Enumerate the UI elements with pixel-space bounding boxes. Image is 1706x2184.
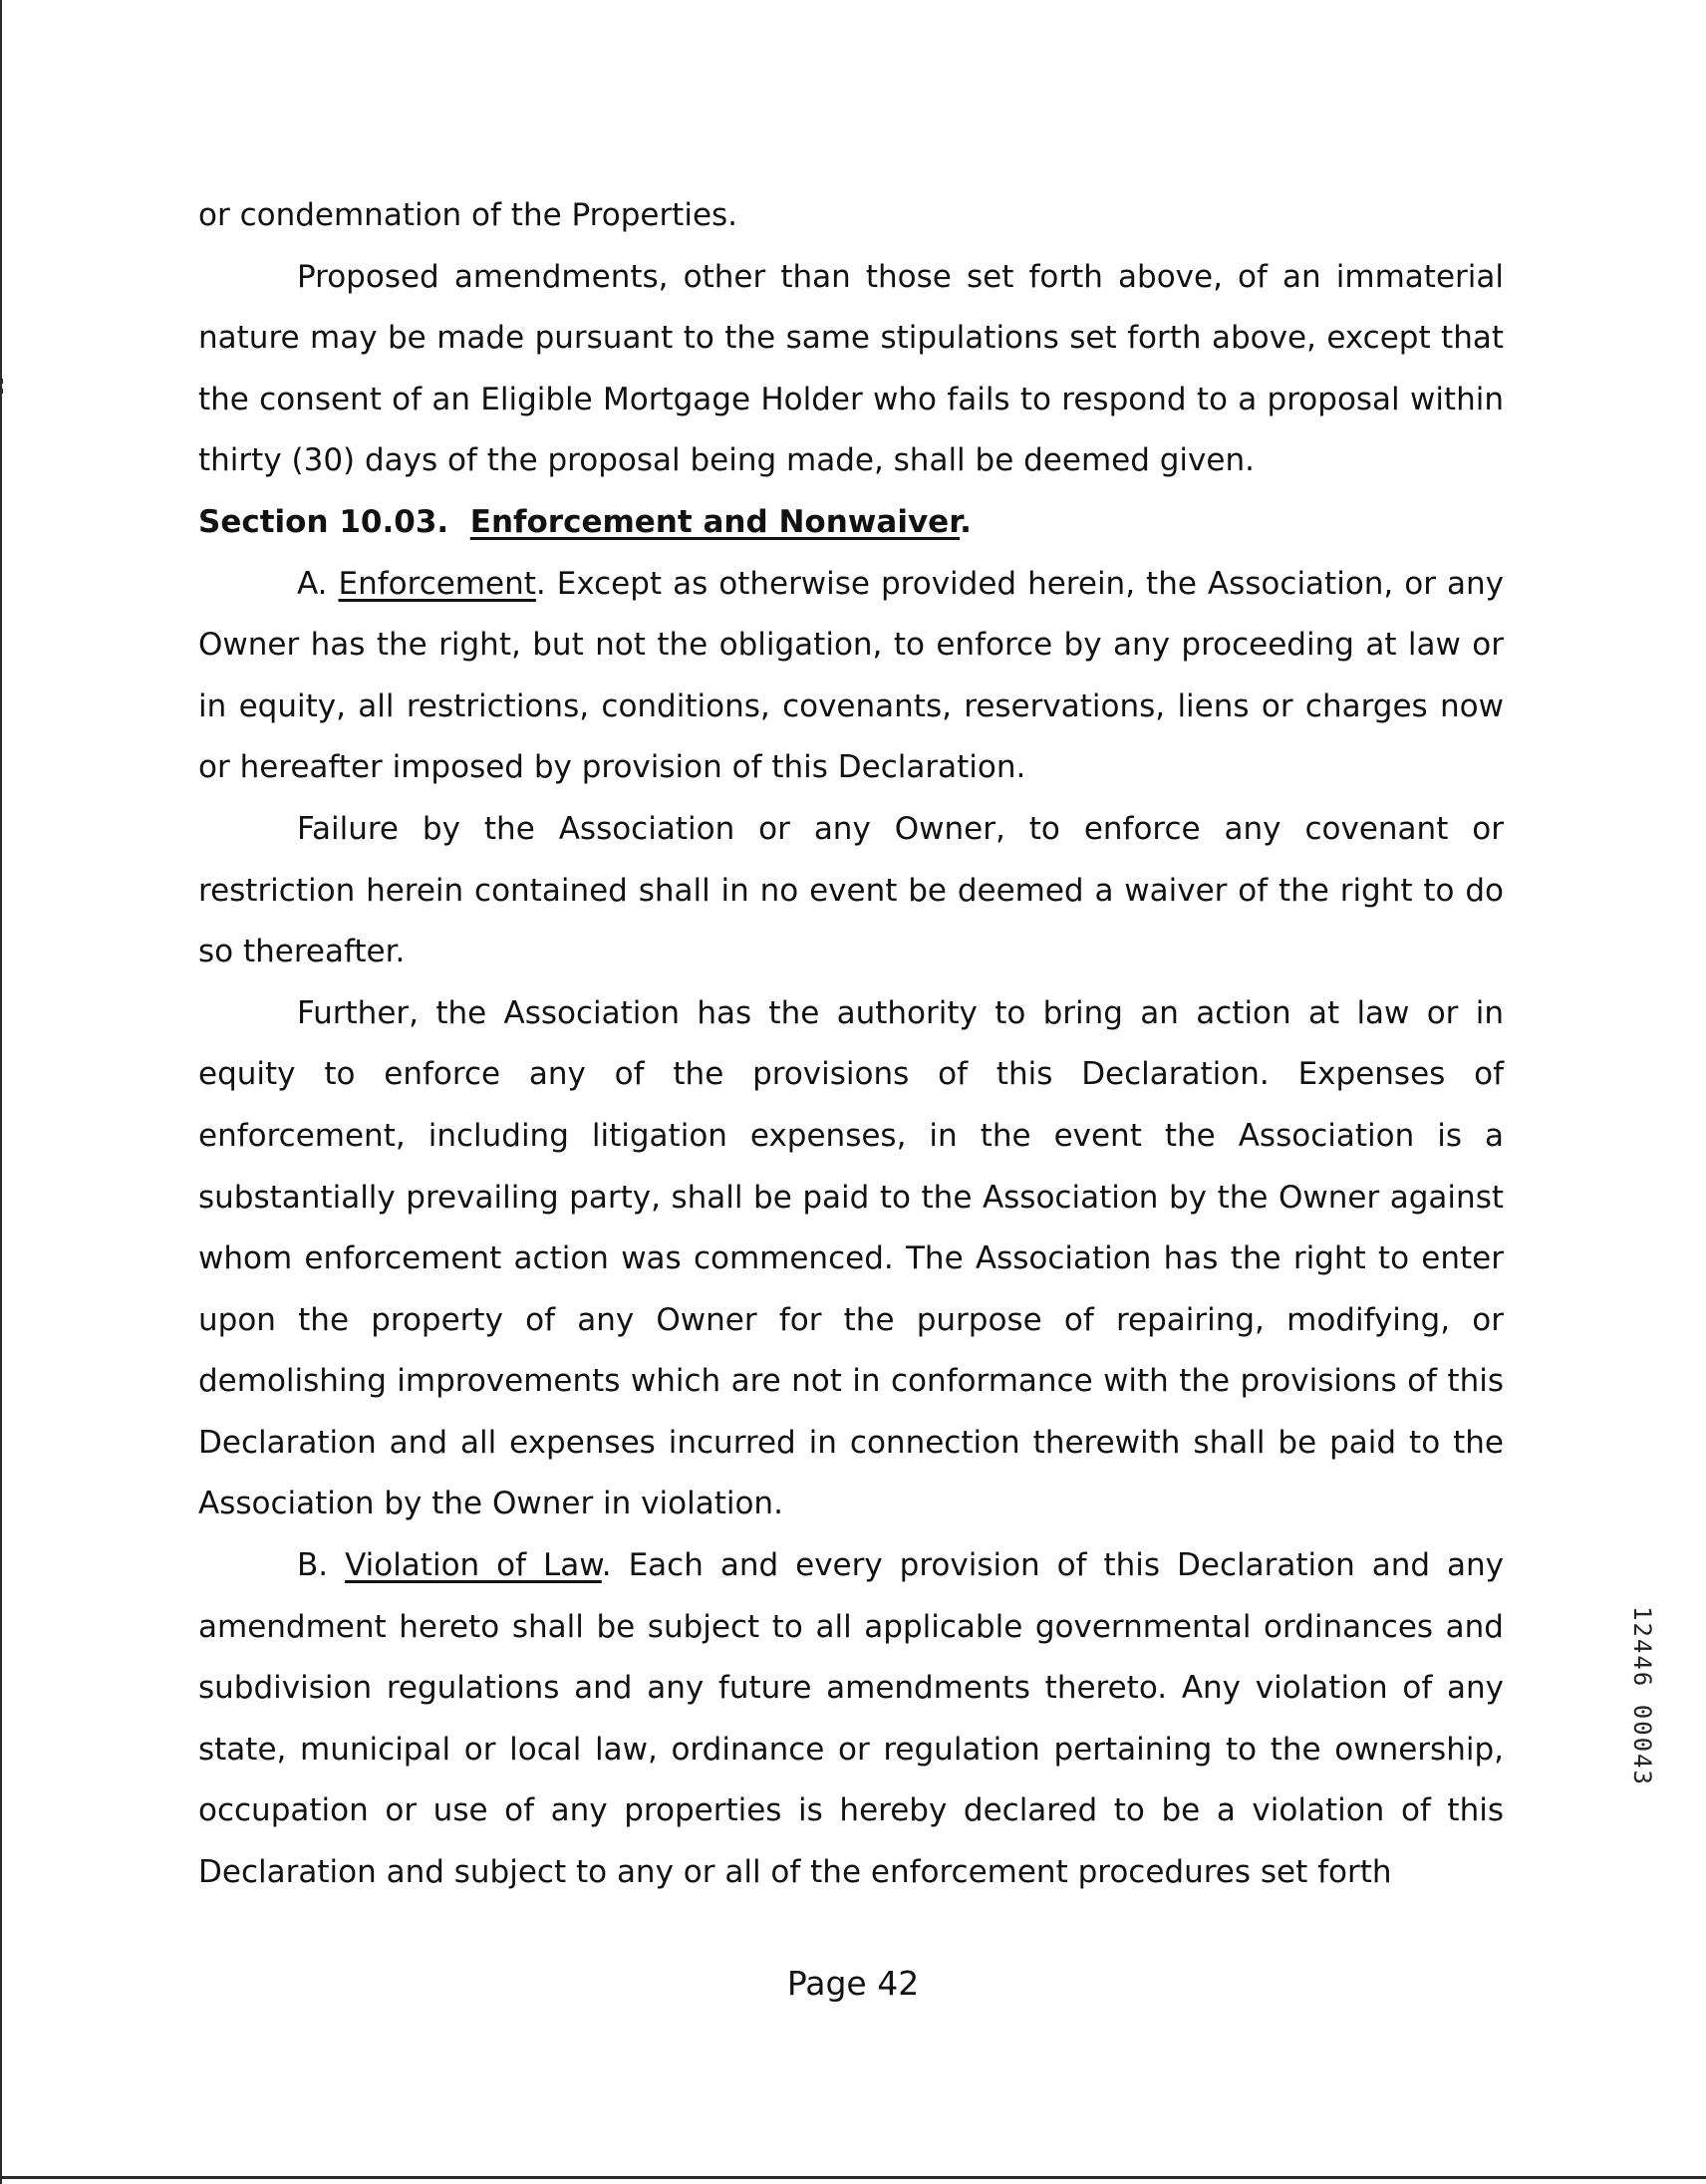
subsection-text: . Each and every provision of this Declaration and any amendment hereto shall be subject to all applicable governmental ordinances and subdivision regulations and any future amendments thereto. Any violation of any state, municipal or local law, ordinance or regulation pertaining to the ownership, occupation or use of any properties is hereby declared to be a violation of this Declaration and subject to any or all of the enforcement procedures set forth bbox=[198, 1547, 1504, 1891]
scan-border-left bbox=[0, 0, 2, 2184]
scan-mark bbox=[0, 379, 3, 384]
scan-border-bottom bbox=[0, 2176, 1706, 2179]
paragraph-violation-of-law bbox=[198, 1535, 1504, 1904]
section-number: Section 10.03. bbox=[198, 503, 449, 540]
paragraph: Failure by the Association or any Owner, to enforce any covenant or restriction herein contained shall in no event be deemed a waiver of the right to do so thereafter. bbox=[198, 810, 1504, 970]
paragraph: Proposed amendments, other than those set forth above, of an immaterial nature may be made pursuant to the same stipulations set forth above, except that the consent of an Eligible Mortgage Holder who fails to respond to a proposal within thirty (30) days of the proposal being made, shall be deemed given. bbox=[198, 258, 1504, 479]
paragraph-enforcement bbox=[198, 554, 1504, 799]
recording-number-text: 12446 00043 bbox=[1628, 1606, 1656, 1786]
page-number: Page 42 bbox=[786, 1964, 920, 2003]
document-body bbox=[198, 185, 1504, 1904]
paragraph: Further, the Association has the authority to bring an action at law or in equity to enforce any of the provisions of this Declaration. Expenses of enforcement, including litigation expenses, in the event the Association is a substantially prevailing party, shall be paid to the Association by the Owner against whom enforcement action was commenced. The Association has the right to enter upon the property of any Owner for the purpose of repairing, modifying, or demolishing improvements which are not in conformance with the provisions of this Declaration and all expenses incurred in connection therewith shall be paid to the Association by the Owner in violation. bbox=[198, 994, 1504, 1522]
section-title-period: . bbox=[960, 503, 972, 540]
section-title: Enforcement and Nonwaiver bbox=[469, 503, 961, 540]
subsection-label: A. bbox=[297, 565, 328, 602]
subsection-title: Enforcement bbox=[338, 565, 536, 602]
subsection-title: Violation of Law bbox=[345, 1547, 602, 1584]
paragraph: or condemnation of the Properties. bbox=[198, 197, 738, 233]
scan-mark bbox=[0, 389, 3, 394]
subsection-label: B. bbox=[297, 1547, 329, 1584]
recording-number bbox=[1628, 1606, 1672, 1875]
subsection-text: . Except as otherwise provided herein, the Association, or any Owner has the right, but not the obligation, to enforce by any proceeding at law or in equity, all restrictions, conditions, covenants, reservations, liens or charges now or hereafter imposed by provision of this Declaration. bbox=[198, 565, 1504, 786]
section-heading bbox=[198, 492, 1504, 554]
